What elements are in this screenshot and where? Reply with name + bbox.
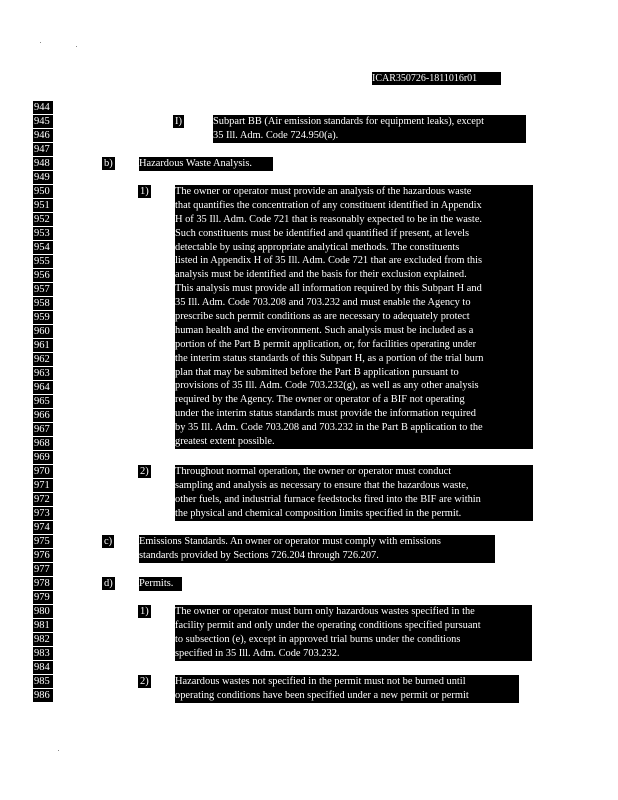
text-line: that quantifies the concentration of any constituent identified in Appendix bbox=[175, 199, 482, 211]
line-number: 951 bbox=[33, 199, 53, 212]
line-number: 959 bbox=[33, 311, 53, 324]
text-line: to subsection (e), except in approved trial burns under the conditions bbox=[175, 633, 461, 645]
document-id-header: ICAR350726-1811016r01 bbox=[372, 72, 501, 85]
line-number: 982 bbox=[33, 633, 53, 646]
line-number: 976 bbox=[33, 549, 53, 562]
paragraph-permit-burning bbox=[175, 605, 532, 661]
text-line: specified in 35 Ill. Adm. Code 703.232. bbox=[175, 647, 340, 659]
line-number: 970 bbox=[33, 465, 53, 478]
line-number: 949 bbox=[33, 171, 53, 184]
line-number: 967 bbox=[33, 423, 53, 436]
scan-speck bbox=[58, 750, 59, 751]
line-number: 963 bbox=[33, 367, 53, 380]
line-number: 952 bbox=[33, 213, 53, 226]
text-line: the physical and chemical composition limits specified in the permit. bbox=[175, 507, 462, 519]
line-number: 986 bbox=[33, 689, 53, 702]
line-number: 946 bbox=[33, 129, 53, 142]
paragraph-subpart-bb bbox=[213, 115, 526, 143]
text-line: The owner or operator must provide an analysis of the hazardous waste bbox=[175, 186, 472, 197]
text-line: H of 35 Ill. Adm. Code 721 that is reasonably expected to be in the waste. bbox=[175, 213, 483, 225]
paragraph-unspecified-wastes bbox=[175, 675, 519, 703]
line-number: 948 bbox=[33, 157, 53, 170]
text-line: 35 Ill. Adm. Code 703.208 and 703.232 and must enable the Agency to bbox=[175, 297, 471, 309]
text-line: listed in Appendix H of 35 Ill. Adm. Code 721 that are excluded from this bbox=[175, 255, 483, 267]
text-line: other fuels, and industrial furnace feedstocks fired into the BIF are within bbox=[175, 493, 481, 505]
line-number: 965 bbox=[33, 395, 53, 408]
line-number: 960 bbox=[33, 325, 53, 338]
line-number: 968 bbox=[33, 437, 53, 450]
item-label: c) bbox=[104, 536, 113, 547]
line-number: 973 bbox=[33, 507, 53, 520]
text-line: under the interim status standards must provide the information required bbox=[175, 408, 476, 420]
text-line: required by the Agency. The owner or operator of a BIF not operating bbox=[175, 394, 465, 406]
item-label: b) bbox=[104, 158, 113, 169]
line-number: 957 bbox=[33, 283, 53, 296]
line-number: 984 bbox=[33, 661, 53, 674]
section-heading-permits bbox=[139, 577, 182, 591]
line-number: 953 bbox=[33, 227, 53, 240]
line-number: 950 bbox=[33, 185, 53, 198]
scan-speck bbox=[76, 46, 77, 47]
paragraph-sampling bbox=[175, 465, 533, 521]
line-number: 975 bbox=[33, 535, 53, 548]
line-number: 969 bbox=[33, 451, 53, 464]
line-number: 966 bbox=[33, 409, 53, 422]
line-number: 981 bbox=[33, 619, 53, 632]
text-line: Throughout normal operation, the owner or operator must conduct bbox=[175, 466, 452, 477]
item-label: d) bbox=[104, 578, 113, 589]
text-line: 35 Ill. Adm. Code 724.950(a). bbox=[213, 129, 339, 141]
item-label: 2) bbox=[140, 466, 149, 477]
text-line: Hazardous Waste Analysis. bbox=[139, 158, 252, 169]
item-label: 2) bbox=[140, 676, 149, 687]
line-number: 961 bbox=[33, 339, 53, 352]
text-line: facility permit and only under the operating conditions specified pursuant bbox=[175, 619, 481, 631]
line-number: 978 bbox=[33, 577, 53, 590]
line-number: 962 bbox=[33, 353, 53, 366]
text-line: Such constituents must be identified and quantified if present, at levels bbox=[175, 227, 470, 239]
line-number: 947 bbox=[33, 143, 53, 156]
line-number: 945 bbox=[33, 115, 53, 128]
text-line: portion of the Part B permit application, or, for facilities operating under bbox=[175, 338, 477, 350]
text-line: provisions of 35 Ill. Adm. Code 703.232(g), as well as any other analysis bbox=[175, 380, 479, 392]
scan-speck bbox=[40, 42, 41, 43]
line-number: 977 bbox=[33, 563, 53, 576]
item-label: 1) bbox=[140, 186, 149, 197]
paragraph-waste-analysis bbox=[175, 185, 533, 449]
line-number: 979 bbox=[33, 591, 53, 604]
text-line: operating conditions have been specified under a new permit or permit bbox=[175, 689, 469, 701]
text-line: plan that may be submitted before the Part B application pursuant to bbox=[175, 366, 459, 378]
line-number: 958 bbox=[33, 297, 53, 310]
text-line: standards provided by Sections 726.204 through 726.207. bbox=[139, 549, 379, 561]
line-number: 944 bbox=[33, 101, 53, 114]
text-line: Subpart BB (Air emission standards for equipment leaks), except bbox=[213, 116, 484, 127]
text-line: Permits. bbox=[139, 578, 174, 589]
line-number: 956 bbox=[33, 269, 53, 282]
text-line: analysis must be identified and the basis for their exclusion explained. bbox=[175, 269, 467, 281]
text-line: The owner or operator must burn only hazardous wastes specified in the bbox=[175, 606, 475, 617]
text-line: Hazardous wastes not specified in the permit must not be burned until bbox=[175, 676, 466, 687]
item-label: I) bbox=[175, 116, 182, 127]
text-line: the interim status standards of this Subpart H, as a portion of the trial burn bbox=[175, 352, 484, 364]
line-number: 971 bbox=[33, 479, 53, 492]
line-number: 954 bbox=[33, 241, 53, 254]
line-number: 974 bbox=[33, 521, 53, 534]
text-line: Emissions Standards. An owner or operator must comply with emissions bbox=[139, 536, 441, 547]
line-number: 983 bbox=[33, 647, 53, 660]
line-number: 955 bbox=[33, 255, 53, 268]
item-label: 1) bbox=[140, 606, 149, 617]
line-number: 972 bbox=[33, 493, 53, 506]
paragraph-emissions-standards bbox=[139, 535, 495, 563]
text-line: detectable by using appropriate analytical methods. The constituents bbox=[175, 241, 460, 253]
text-line: by 35 Ill. Adm. Code 703.208 and 703.232 in the Part B application to the bbox=[175, 422, 483, 434]
text-line: sampling and analysis as necessary to ensure that the hazardous waste, bbox=[175, 479, 469, 491]
line-number: 985 bbox=[33, 675, 53, 688]
text-line: This analysis must provide all information required by this Subpart H and bbox=[175, 283, 482, 295]
line-number: 980 bbox=[33, 605, 53, 618]
text-line: prescribe such permit conditions as are necessary to adequately protect bbox=[175, 311, 470, 323]
text-line: human health and the environment. Such analysis must be included as a bbox=[175, 324, 474, 336]
text-line: greatest extent possible. bbox=[175, 436, 275, 448]
line-number: 964 bbox=[33, 381, 53, 394]
section-heading-hazardous-waste-analysis bbox=[139, 157, 273, 171]
